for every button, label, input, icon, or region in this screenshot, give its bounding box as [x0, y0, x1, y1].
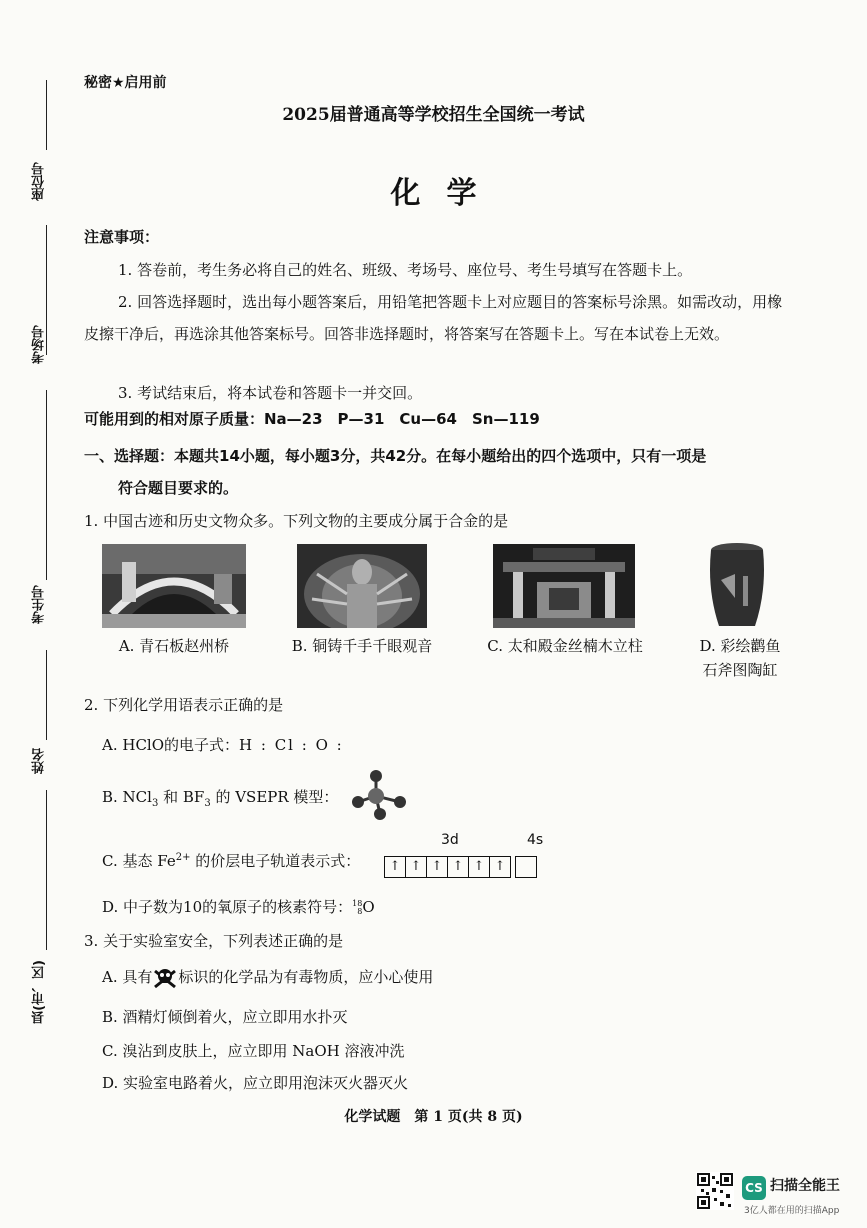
q2-c-sup: 2+ — [175, 852, 191, 863]
q2-c-suffix: 的价层电子轨道表示式： — [190, 852, 361, 870]
q2-b-mid: 和 BF — [158, 788, 205, 806]
q2-option-c — [102, 850, 360, 871]
skull-crossbones-icon — [152, 967, 178, 989]
question-2-stem: 2. 下列化学用语表示正确的是 — [84, 696, 284, 714]
q2-option-b — [102, 786, 338, 809]
scanner-logo: CS — [742, 1176, 766, 1200]
q2-c-prefix: C. 基态 Fe — [102, 852, 176, 870]
notice-item: 1. 答卷前，考生务必将自己的姓名、班级、考场号、座位号、考生号填写在答题卡上。 — [118, 261, 693, 279]
nuclide-symbol: O — [362, 898, 375, 916]
notice-title: 注意事项： — [84, 228, 160, 246]
scanner-tagline: 3亿人都在用的扫描App — [744, 1206, 840, 1216]
fe-orbital-diagram — [384, 856, 537, 878]
q2-d-prefix: D. 中子数为10的氧原子的核素符号： — [102, 898, 353, 916]
q1-option-d — [690, 634, 790, 682]
orbital-box: ↑ — [384, 856, 406, 878]
q1-option-d-line1: D. 彩绘鹳鱼 — [699, 637, 781, 655]
q1-option-b: B. 铜铸千手千眼观音 — [291, 637, 433, 655]
q3-option-b: B. 酒精灯倾倒着火，应立即用水扑灭 — [102, 1008, 348, 1026]
binding-line — [46, 390, 47, 580]
room-label: 考场号 — [32, 325, 47, 364]
name-label: 姓名 — [32, 748, 47, 774]
section-line: 一、选择题：本题共14小题，每小题3分，共42分。在每小题给出的四个选项中，只有一项是 — [84, 447, 707, 465]
seat-label: 座位号 — [32, 162, 47, 201]
scanner-name: 扫描全能王 — [770, 1178, 840, 1194]
section-heading — [84, 440, 796, 504]
mass-number: 18 — [352, 899, 363, 908]
nuclide-numbers — [352, 900, 362, 916]
q1-option-d-line2: 石斧图陶缸 — [702, 661, 778, 679]
bridge-photo — [102, 544, 246, 628]
question-1-stem: 1. 中国古迹和历史文物众多。下列文物的主要成分属于合金的是 — [84, 512, 509, 530]
q2-option-d — [102, 896, 375, 917]
notice-item: 2. 回答选择题时，选出每小题答案后，用铅笔把答题卡上对应题目的答案标号涂黑。如需改动，用橡皮擦干净后，再选涂其他答案标号。回答非选择题时，将答案写在答题卡上。写在本试卷上无效。 — [84, 293, 783, 343]
binding-line — [46, 650, 47, 740]
orbital-3d-label: 3d — [441, 832, 459, 848]
q2-b-prefix: B. NCl — [102, 788, 152, 806]
binding-margin — [22, 80, 62, 1100]
subject-title: 化学 — [390, 176, 503, 211]
orbital-box: ↑ — [490, 856, 511, 878]
orbital-4s-boxes — [515, 856, 537, 878]
q2-b-suffix: 的 VSEPR 模型： — [210, 788, 339, 806]
q2-b-sub: 3 — [204, 798, 211, 809]
bodhisattva-photo — [297, 544, 427, 628]
hall-photo — [493, 544, 635, 628]
orbital-box — [515, 856, 537, 878]
q3-a-prefix: A. 具有 — [102, 968, 153, 986]
q2-a-prefix: A. HClO的电子式： — [102, 736, 240, 754]
secret-mark: 秘密★启用前 — [84, 75, 167, 91]
vsepr-model-icon — [350, 768, 410, 820]
orbital-3d-boxes — [384, 856, 511, 878]
qr-code-icon — [696, 1172, 734, 1210]
pottery-jar-photo — [705, 540, 769, 632]
orbital-box: ↑ — [406, 856, 427, 878]
exam-title: 2025届普通高等学校招生全国统一考试 — [282, 105, 585, 125]
q3-option-a — [102, 966, 433, 989]
q1-option-c: C. 太和殿金丝楠木立柱 — [487, 637, 643, 655]
orbital-4s-label: 4s — [527, 832, 544, 848]
exam-no-label: 考生号 — [32, 585, 47, 624]
page-footer: 化学试题 第 1 页(共 8 页) — [344, 1109, 523, 1125]
q2-b-sub: 3 — [151, 798, 159, 809]
atomic-number: 8 — [357, 907, 363, 916]
q3-option-d: D. 实验室电路着火，应立即用泡沫灭火器灭火 — [102, 1074, 409, 1092]
orbital-box: ↑ — [448, 856, 469, 878]
q1-option-a: A. 青石板赵州桥 — [118, 637, 230, 655]
orbital-box: ↑ — [427, 856, 448, 878]
binding-line — [46, 790, 47, 950]
q3-option-c: C. 溴沾到皮肤上，应立即用 NaOH 溶液冲洗 — [102, 1042, 405, 1060]
atomic-masses: 可能用到的相对原子质量：Na—23 P—31 Cu—64 Sn—119 — [84, 410, 540, 428]
hclo-electron-formula: H : Cl : O : — [239, 736, 344, 754]
orbital-box: ↑ — [469, 856, 490, 878]
q3-a-suffix: 标识的化学品为有毒物质，应小心使用 — [178, 968, 434, 986]
section-line: 符合题目要求的。 — [118, 479, 239, 497]
notice-item: 3. 考试结束后，将本试卷和答题卡一并交回。 — [118, 384, 423, 402]
county-label: 县(市、区) — [32, 960, 47, 1024]
q2-option-a — [102, 734, 344, 755]
question-3-stem: 3. 关于实验室安全，下列表述正确的是 — [84, 932, 344, 950]
